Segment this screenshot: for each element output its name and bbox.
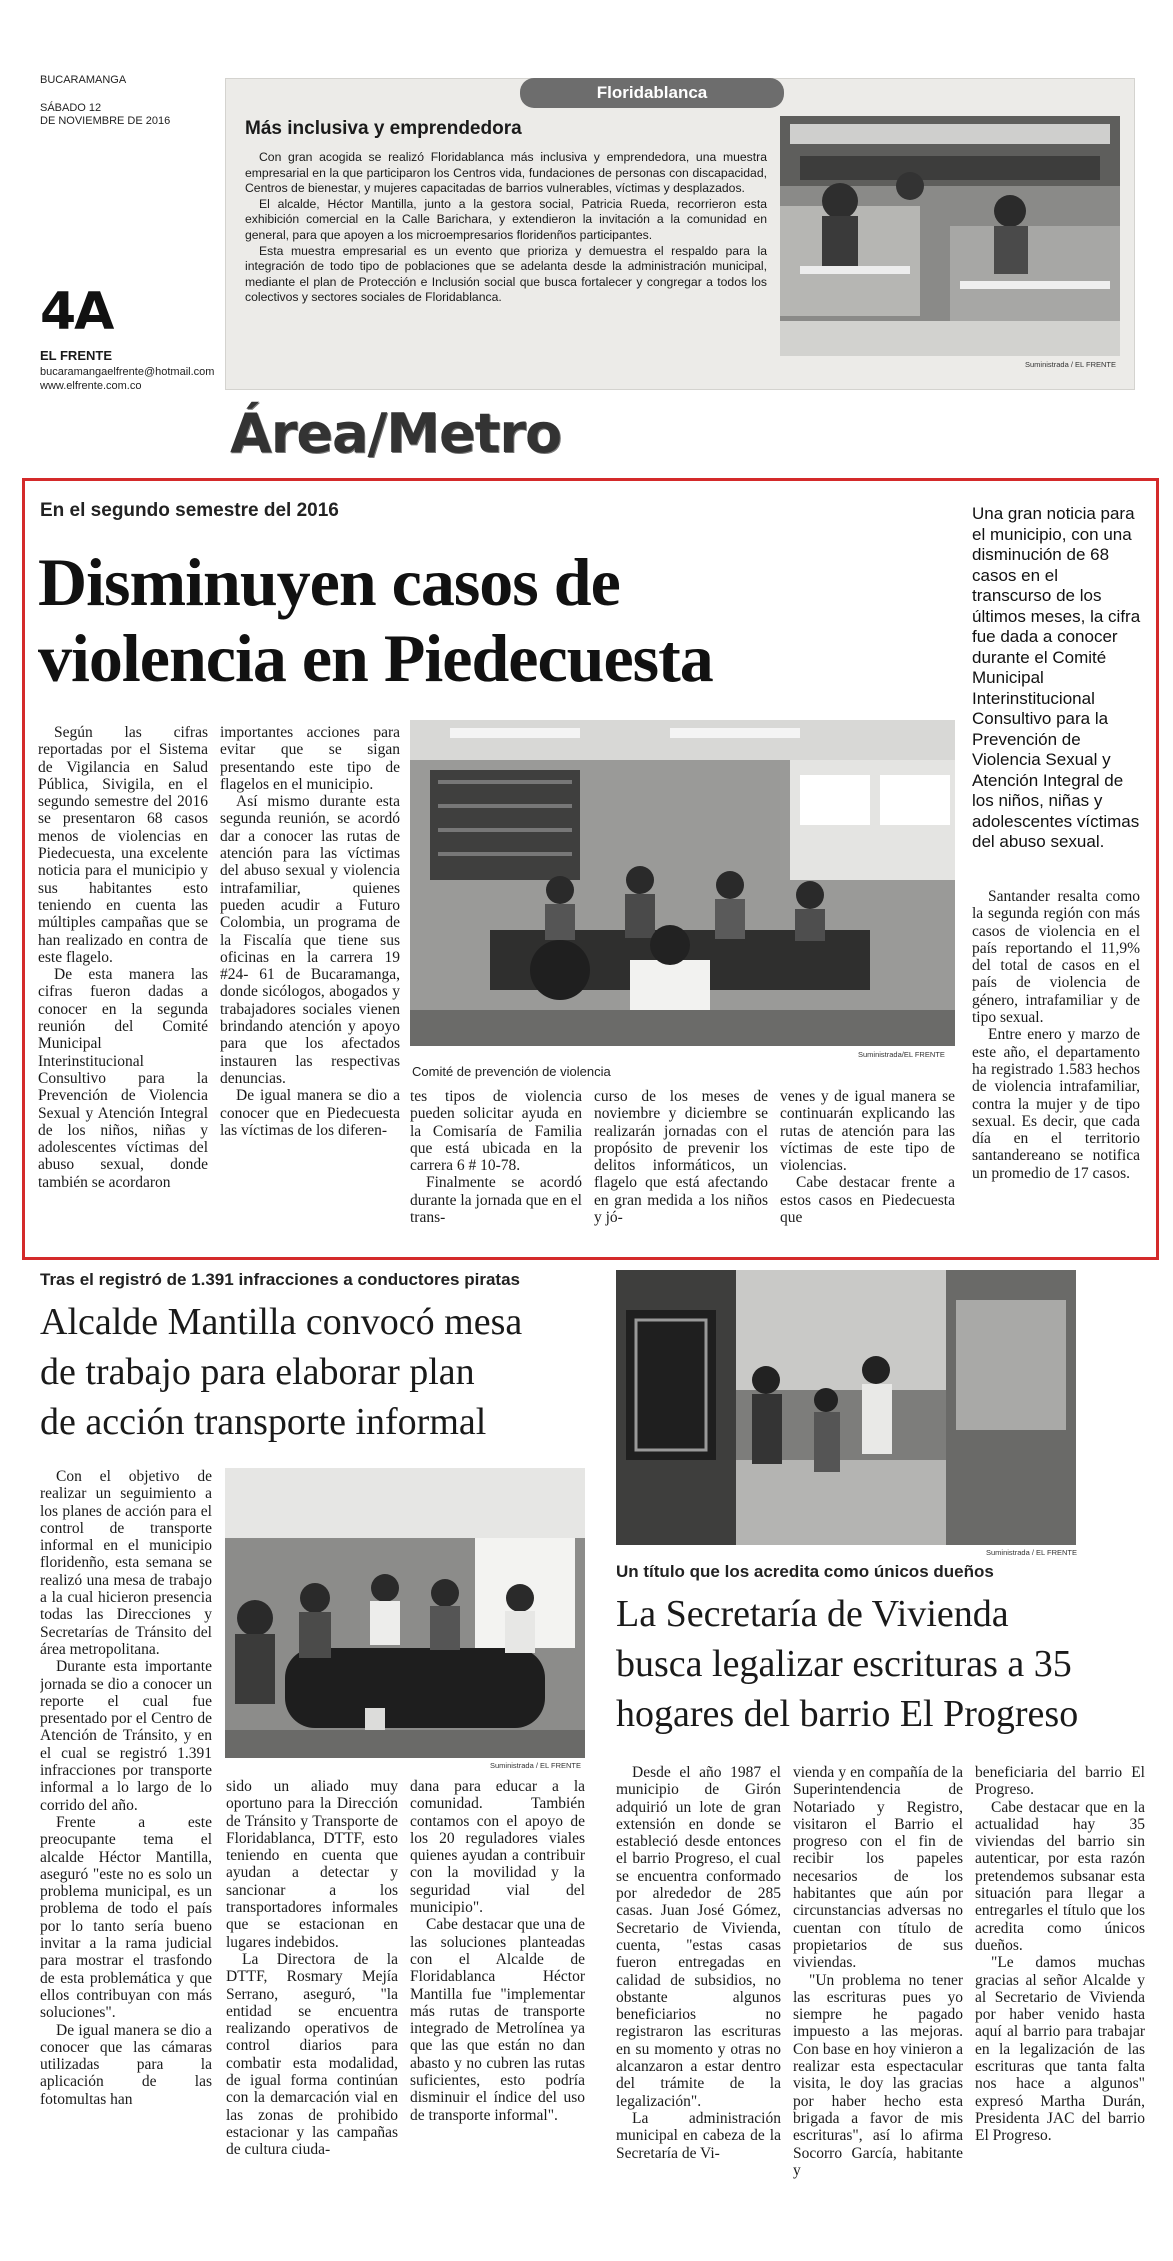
housing-paragraph: Cabe destacar que en la actualidad hay 35 viviendas del barrio sin autenticar, por esta razón pretendemos subsanar esta situación para llegar a entregarles el título que los acredita como únicos dueños. — [975, 1798, 1145, 1954]
top-story-paragraph: Con gran acogida se realizó Floridablanca más inclusiva y emprendedora, una muestra empresarial en la que participaron los Centros vida, fundaciones de personas con discapacidad, Centros de bienestar, y mujeres capacitadas de barrios vulnerables, víctimas y desplazados. — [245, 150, 767, 196]
transport-photo-credit: Suministrada / EL FRENTE — [490, 1761, 581, 1770]
transport-paragraph: La Directora de la DTTF, Rosmary Mejía Serrano, aseguró, "la entidad se encuentra realizando operativos de control diarios para combatir esta modalidad, de igual forma continúan con la demarcación vial en las zonas de prohibido estacionar y las campañas de cultura ciuda- — [226, 1950, 398, 2159]
housing-paragraph: vienda y en compañía de la Superintendencia de Notariado y Registro, visitaron el Barrio el progreso con el fin de recibir los papeles necesarios de los habitantes que aún por circunstancias adversas no cuentan con título de propietarios de sus viviendas. — [793, 1764, 963, 1972]
lead-story-photo — [410, 720, 955, 1046]
top-story-title: Más inclusiva y emprendedora — [245, 118, 522, 139]
section-pill: Floridablanca — [520, 78, 784, 108]
top-story-paragraph: Esta muestra empresarial es un evento que prioriza y demuestra el respaldo para la integración de todo tipo de poblaciones que se adelanta desde la administración municipal, mediante el plan de Protección e Inclusión social que busca fortalecer y congregar a todos los colectivos y sectores sociales de Floridablanca. — [245, 243, 767, 305]
lead-story-headline-line2: violencia en Piedecuesta — [38, 620, 713, 696]
transport-photo — [225, 1468, 585, 1758]
masthead-date-line2: DE NOVIEMBRE DE 2016 — [40, 115, 171, 127]
lead-story-column-1 — [38, 724, 208, 1246]
housing-column-1 — [616, 1764, 781, 2224]
transport-column-3 — [410, 1778, 585, 2228]
lead-paragraph: Finalmente se acordó durante la jornada que en el trans- — [410, 1174, 582, 1227]
lead-paragraph: importantes acciones para evitar que se sigan presentando este tipo de flagelos en el municipio. — [220, 724, 400, 793]
top-story-paragraph: El alcalde, Héctor Mantilla, junto a la gestora social, Patricia Rueda, recorrieron esta exhibición comercial en la Calle Barichara, y extendieron la invitación a la comunidad en general, para que apoyen a los microempresarios floridenños participantes. — [245, 196, 767, 242]
publication-website: www.elfrente.com.co — [40, 380, 142, 392]
housing-headline-line3: hogares del barrio El Progreso — [616, 1693, 1079, 1735]
transport-column-1 — [40, 1468, 212, 2228]
lead-paragraph: De igual manera se dio a conocer que en Piedecuesta las víctimas de los diferen- — [220, 1087, 400, 1139]
housing-photo — [616, 1270, 1076, 1545]
meeting-room-image — [410, 720, 955, 1046]
housing-column-2 — [793, 1764, 963, 2224]
lead-paragraph: tes tipos de violencia pueden solicitar ayuda en la Comisaría de Familia que está ubicada en la carrera 6 # 10-78. — [410, 1088, 582, 1175]
transport-paragraph: Durante esta importante jornada se dio a conocer un reporte el cual fue presentado por el Centro de Atención de Tránsito, y en el cual se registró 1.391 infracciones por transporte informal a lo largo de lo corrido del año. — [40, 1658, 212, 1814]
masthead-date-line1: SÁBADO 12 — [40, 102, 102, 114]
lead-story-kicker: En el segundo semestre del 2016 — [40, 500, 339, 521]
housing-paragraph: beneficiaria del barrio El Progreso. — [975, 1764, 1145, 1799]
housing-headline-line2: busca legalizar escrituras a 35 — [616, 1643, 1072, 1685]
transport-headline-line1: Alcalde Mantilla convocó mesa — [40, 1301, 523, 1343]
housing-photo-credit: Suministrada / EL FRENTE — [986, 1548, 1077, 1557]
lead-story-sidebar-highlight: Una gran noticia para el municipio, con una disminución de 68 casos en el transcurso de los últimos meses, la cifra fue dada a conocer durante el Comité Municipal Interinstitucional Consultivo para la Prevención de Violencia Sexual y Atención Integral de los niños, niñas y adolescentes víctimas del abuso sexual. — [972, 504, 1141, 851]
housing-paragraph: "Un problema no tener las escrituras pues yo siempre he pagado impuesto a las mejoras. Con base en hoy vinieron a realizar esta espectacular visita, le doy las gracias por haber hecho esta brigada a favor de mis escrituras", así lo afirma Socorro García, habitante y — [793, 1971, 963, 2179]
market-scene-image — [780, 116, 1120, 356]
neighborhood-visit-image — [616, 1270, 1076, 1545]
lead-paragraph: curso de los meses de noviembre y diciembre se realizarán jornadas con el propósito de prevenir los delitos informáticos, un flagelo que está afectando en gran medida a los niños y jó- — [594, 1088, 768, 1227]
publication-name: EL FRENTE — [40, 348, 112, 363]
transport-story-kicker: Tras el registró de 1.391 infracciones a conductores piratas — [40, 1270, 520, 1289]
lead-story-headline-line1: Disminuyen casos de — [38, 544, 620, 620]
conference-table-image — [225, 1468, 585, 1758]
lead-story-column-4 — [594, 1088, 768, 1246]
transport-headline-line2: de trabajo para elaborar plan — [40, 1351, 475, 1393]
top-story-photo-credit: Suministrada / EL FRENTE — [1025, 360, 1116, 369]
publication-email: bucaramangaelfrente@hotmail.com — [40, 366, 215, 378]
top-story-photo — [780, 116, 1120, 356]
transport-paragraph: Con el objetivo de realizar un seguimiento a los planes de acción para el control de transporte informal en el municipio floridenño, esta semana se realizó una mesa de trabajo a la cual hicieron presencia todas las Direcciones y Secretarías de Tránsito del área metropolitana. — [40, 1468, 212, 1658]
lead-paragraph: Así mismo durante esta segunda reunión, se acordó dar a conocer las rutas de atención para las víctimas del abuso sexual y violencia intrafamiliar, quienes pueden acudir a Futuro Colombia, un programa de la Fiscalía que tiene sus oficinas en la carrera 19 #24- 61 de Bucaramanga, donde sicólogos, abogados y trabajadores sociales vienen brindando atención y apoyo para que los afectados instauren las respectivas denuncias. — [220, 793, 400, 1087]
lead-story-column-2 — [220, 724, 400, 1246]
section-title: Área/Metro — [230, 402, 562, 465]
transport-column-2 — [226, 1778, 398, 2228]
transport-paragraph: sido un aliado muy oportuno para la Dirección de Tránsito y Transporte de Floridablanca, DTTF, esto teniendo en cuenta que ayudan a detectar y sancionar a los transportadores informales que se estacionan en lugares indebidos. — [226, 1778, 398, 1951]
lead-paragraph: Según las cifras reportadas por el Sistema de Vigilancia en Salud Pública, Sivigila, en el segundo semestre del 2016 se presentaron 68 casos menos de violencias en Piedecuesta, una excelente noticia para el municipio y sus habitantes esto teniendo en cuenta las múltiples campañas que se han realizado en contra de este flagelo. — [38, 724, 208, 966]
transport-paragraph: dana para educar a la comunidad. También contamos con el apoyo de los 20 reguladores viales quienes ayudan a contribuir con la movilidad y la seguridad vial del municipio". — [410, 1778, 585, 1917]
housing-paragraph: Desde el año 1987 el municipio de Girón adquirió un lote de gran extensión en donde se estableció desde entonces el barrio Progreso, el cual se encuentra conformado por alrededor de 285 casas. Juan José Gómez, Secretario de Vivienda, cuenta, "estas casas fueron entregadas en calidad de subsidios, no obstante algunos beneficiarios no registraron las escrituras en su momento y otras no alcanzaron a estar dentro del trámite de la legalización". — [616, 1764, 781, 2110]
lead-paragraph: venes y de igual manera se continuarán explicando las rutas de atención para las víctimas de este tipo de violencias. — [780, 1088, 955, 1175]
lead-story-photo-credit: Suministrada/EL FRENTE — [858, 1050, 945, 1059]
housing-column-3 — [975, 1764, 1145, 2224]
page-number: 4A — [40, 282, 113, 342]
lead-story-photo-caption: Comité de prevención de violencia — [412, 1064, 611, 1079]
transport-paragraph: Frente a este preocupante tema el alcalde Héctor Mantilla, aseguró "este no es solo un problema municipal, es un problema de todo el país por lo tanto sería bueno invitar a la rama judicial para mostrar el trasfondo de esta problemática y que ellos contribuyan con más soluciones". — [40, 1813, 212, 2022]
housing-paragraph: "Le damos muchas gracias al señor Alcalde y al Secretario de Vivienda por haber venido hasta aquí al barrio para trabajar en la legalización de las escrituras que tanta falta nos hace a algunos" expresó Martha Durán, Presidenta JAC del barrio El Progreso. — [975, 1954, 1145, 2145]
lead-paragraph: Cabe destacar frente a estos casos en Piedecuesta que — [780, 1174, 955, 1227]
lead-paragraph: De esta manera las cifras fueron dadas a conocer en la segunda reunión del Comité Municipal Interinstitucional Consultivo para la Prevención de Violencia Sexual y Atención Integral de los niños, niñas y adolescentes víctimas del abuso sexual, donde también se acordaron — [38, 966, 208, 1191]
housing-story-kicker: Un título que los acredita como únicos dueños — [616, 1562, 994, 1581]
sidebar-paragraph: Entre enero y marzo de este año, el departamento ha registrado 1.583 hechos de violencia intrafamiliar, contra la mujer y de tipo sexual. Es decir, que cada día en el territorio santandereano se notifica un promedio de 17 casos. — [972, 1026, 1140, 1182]
transport-paragraph: Cabe destacar que una de las soluciones planteadas con el Alcalde de Floridablanca Héctor Mantilla fue "implementar más rutas de transporte integrado de Metrolínea ya que las que están no dan abasto y no cubren las rutas suficientes, esto podría disminuir el índice del uso de transporte informal". — [410, 1916, 585, 2124]
lead-story-sidebar-body — [972, 888, 1140, 1248]
lead-story-column-3 — [410, 1088, 582, 1246]
masthead-city: BUCARAMANGA — [40, 74, 127, 86]
housing-headline-line1: La Secretaría de Vivienda — [616, 1593, 1009, 1635]
transport-headline-line3: de acción transporte informal — [40, 1401, 487, 1443]
transport-paragraph: De igual manera se dio a conocer que las cámaras utilizadas para la aplicación de las fotomultas han — [40, 2021, 212, 2108]
housing-paragraph: La administración municipal en cabeza de la Secretaría de Vi- — [616, 2109, 781, 2162]
sidebar-paragraph: Santander resalta como la segunda región con más casos de violencia en el país reportando el 11,9% del total de casos en el país de violencia de género, intrafamiliar y de tipo sexual. — [972, 888, 1140, 1027]
top-story-body — [245, 150, 767, 306]
lead-story-column-5 — [780, 1088, 955, 1246]
